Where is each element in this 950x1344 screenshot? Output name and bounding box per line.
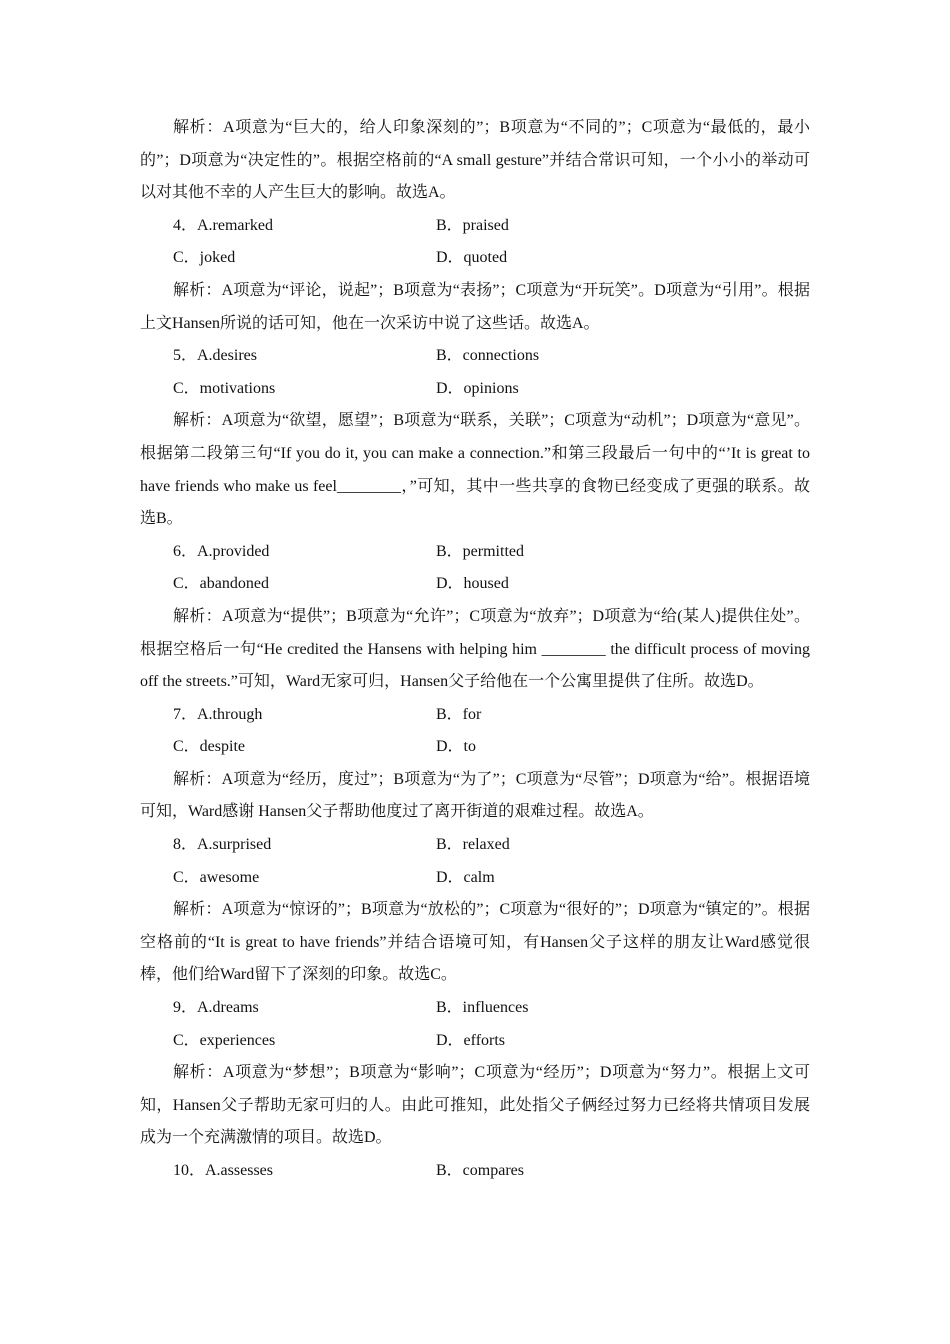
- option-6a: 6．A.provided: [173, 542, 270, 560]
- option-6b: B．permitted: [436, 542, 524, 560]
- options-row-q9-ab: [140, 992, 810, 1025]
- option-4b: B．praised: [436, 216, 509, 234]
- options-row-q6-ab: [140, 536, 810, 569]
- analysis-paragraph-9: 解析：A项意为“梦想”；B项意为“影响”；C项意为“经历”；D项意为“努力”。根据上文可知，Hansen父子帮助无家可归的人。由此可推知，此处指父子俩经过努力已经将共情项目发展成为一个充满激情的项目。故选D。: [140, 1064, 810, 1147]
- options-row-q8-cd: [140, 862, 810, 895]
- options-row-q6-cd: [140, 568, 810, 601]
- option-6d: D．housed: [436, 575, 509, 593]
- option-9c: C．experiences: [173, 1031, 276, 1049]
- option-8b: B．relaxed: [436, 836, 510, 854]
- option-5c: C．motivations: [173, 379, 276, 397]
- options-row-q7-ab: [140, 699, 810, 732]
- analysis-paragraph-5: 解析：A项意为“欲望，愿望”；B项意为“联系，关联”；C项意为“动机”；D项意为“意见”。根据第二段第三句“If you do it, you can make a connection.”和第三段最后一句中的“’It is great to have friends who make us feel________，”可知，其中一些共享的食物已经变成了更强的联系。故选B。: [140, 412, 810, 528]
- options-row-q9-cd: [140, 1025, 810, 1058]
- option-10b: B．compares: [436, 1162, 524, 1179]
- option-5d: D．opinions: [436, 379, 519, 397]
- options-row-q5-ab: [140, 340, 810, 373]
- options-row-q7-cd: [140, 731, 810, 764]
- options-row-q5-cd: [140, 373, 810, 406]
- option-8d: D．calm: [436, 868, 495, 886]
- option-5a: 5．A.desires: [173, 347, 257, 365]
- option-4a: 4．A.remarked: [173, 216, 273, 234]
- option-9b: B．influences: [436, 999, 529, 1017]
- option-7a: 7．A.through: [173, 705, 263, 723]
- option-7d: D．to: [436, 738, 477, 756]
- option-10a: 10．A.assesses: [173, 1162, 273, 1179]
- option-9d: D．efforts: [436, 1031, 506, 1049]
- option-5b: B．connections: [436, 347, 540, 365]
- analysis-paragraph-6: 解析：A项意为“提供”；B项意为“允许”；C项意为“放弃”；D项意为“给(某人)提供住处”。根据空格后一句“He credited the Hansens with helping him ________ the difficult process of moving off the streets.”可知，Ward无家可归，Hansen父子给他在一个公寓里提供了住所。故选D。: [140, 607, 810, 691]
- analysis-paragraph-4: 解析：A项意为“评论，说起”；B项意为“表扬”；C项意为“开玩笑”。D项意为“引用”。根据上文Hansen所说的话可知，他在一次采访中说了这些话。故选A。: [140, 281, 810, 332]
- option-8a: 8．A.surprised: [173, 836, 272, 854]
- option-6c: C．abandoned: [173, 575, 269, 593]
- options-row-q4-cd: [140, 242, 810, 275]
- option-4c: C．joked: [173, 249, 236, 267]
- option-4d: D．quoted: [436, 249, 508, 267]
- analysis-paragraph-7: 解析：A项意为“经历，度过”；B项意为“为了”；C项意为“尽管”；D项意为“给”。根据语境可知，Ward感谢 Hansen父子帮助他度过了离开街道的艰难过程。故选A。: [140, 770, 810, 821]
- options-row-q10-ab: [140, 1155, 810, 1188]
- option-7c: C．despite: [173, 738, 245, 756]
- analysis-paragraph-8: 解析：A项意为“惊讶的”；B项意为“放松的”；C项意为“很好的”；D项意为“镇定的”。根据空格前的“It is great to have friends”并结合语境可知，有Hansen父子这样的朋友让Ward感觉很棒，他们给Ward留下了深刻的印象。故选C。: [140, 901, 810, 984]
- option-7b: B．for: [436, 705, 482, 723]
- analysis-paragraph-3: 解析：A项意为“巨大的，给人印象深刻的”；B项意为“不同的”；C项意为“最低的，最小的”；D项意为“决定性的”。根据空格前的“A small gesture”并结合常识可知，一个小小的举动可以对其他不幸的人产生巨大的影响。故选A。: [140, 119, 810, 202]
- options-row-q8-ab: [140, 829, 810, 862]
- options-row-q4-ab: [140, 210, 810, 243]
- option-9a: 9．A.dreams: [173, 999, 259, 1017]
- option-8c: C．awesome: [173, 868, 260, 886]
